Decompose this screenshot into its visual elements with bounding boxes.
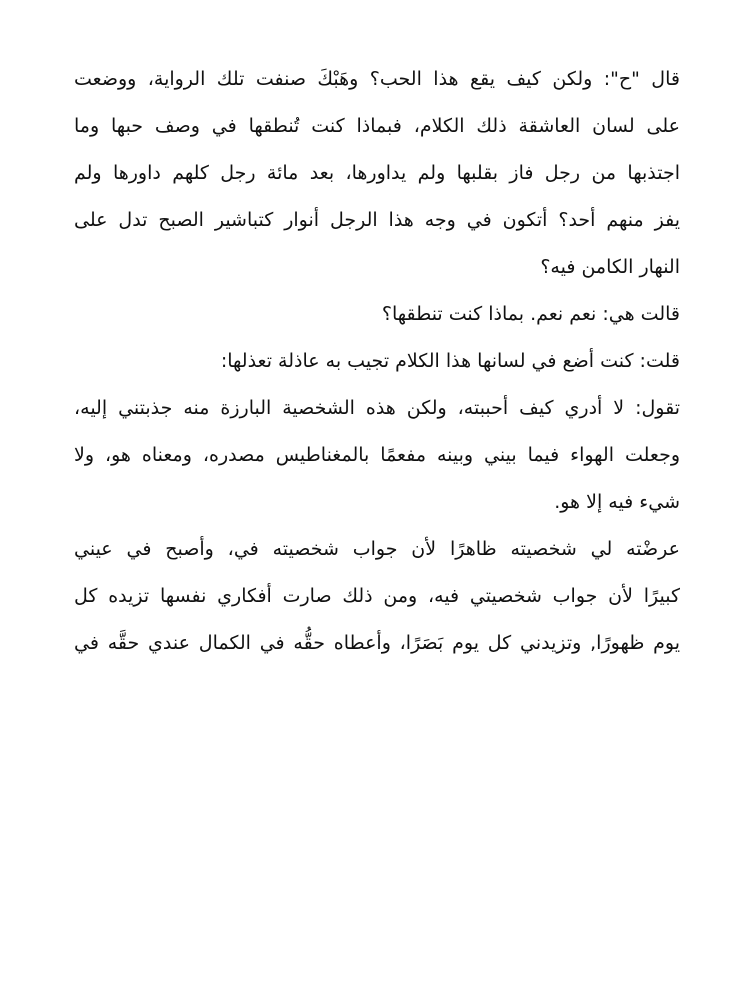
text-line: يفز منهم أحد؟ أتكون في وجه هذا الرجل أنوار كتباشير الصبح تدل على (74, 209, 680, 231)
text-line: على لسان العاشقة ذلك الكلام، فبماذا كنت تُنطقها في وصف حبها وما (74, 115, 680, 137)
text-line: شيء فيه إلا هو. (554, 491, 680, 513)
text-line: كبيرًا لأن جواب شخصيتي فيه، ومن ذلك صارت أفكاري نفسها تزيده كل (74, 585, 680, 607)
text-line: النهار الكامن فيه؟ (540, 256, 680, 278)
text-line: وجعلت الهواء فيما بيني وبينه مفعمًا بالمغناطيس مصدره، ومعناه هو، ولا (74, 444, 680, 466)
text-line: تقول: لا أدري كيف أحببته، ولكن هذه الشخصية البارزة منه جذبتني إليه، (74, 397, 680, 419)
text-line: عرضْته لي شخصيته ظاهرًا لأن جواب شخصيته في، وأصبح في عيني (74, 538, 680, 560)
text-line: قال "ح": ولكن كيف يقع هذا الحب؟ وهَبْكَ صنفت تلك الرواية، ووضعت (74, 68, 680, 90)
document-body (74, 56, 680, 667)
text-line: يوم ظهورًا, وتزيدني كل يوم بَصَرًا، وأعطاه حقُّه في الكمال عندي حقَّه في (74, 632, 680, 654)
text-line: اجتذبها من رجل فاز بقلبها ولم يداورها، بعد مائة رجل كلهم داورها ولم (74, 162, 680, 184)
text-line: قلت: كنت أضع في لسانها هذا الكلام تجيب به عاذلة تعذلها: (220, 350, 680, 372)
text-line: قالت هي: نعم نعم. بماذا كنت تنطقها؟ (381, 303, 680, 325)
